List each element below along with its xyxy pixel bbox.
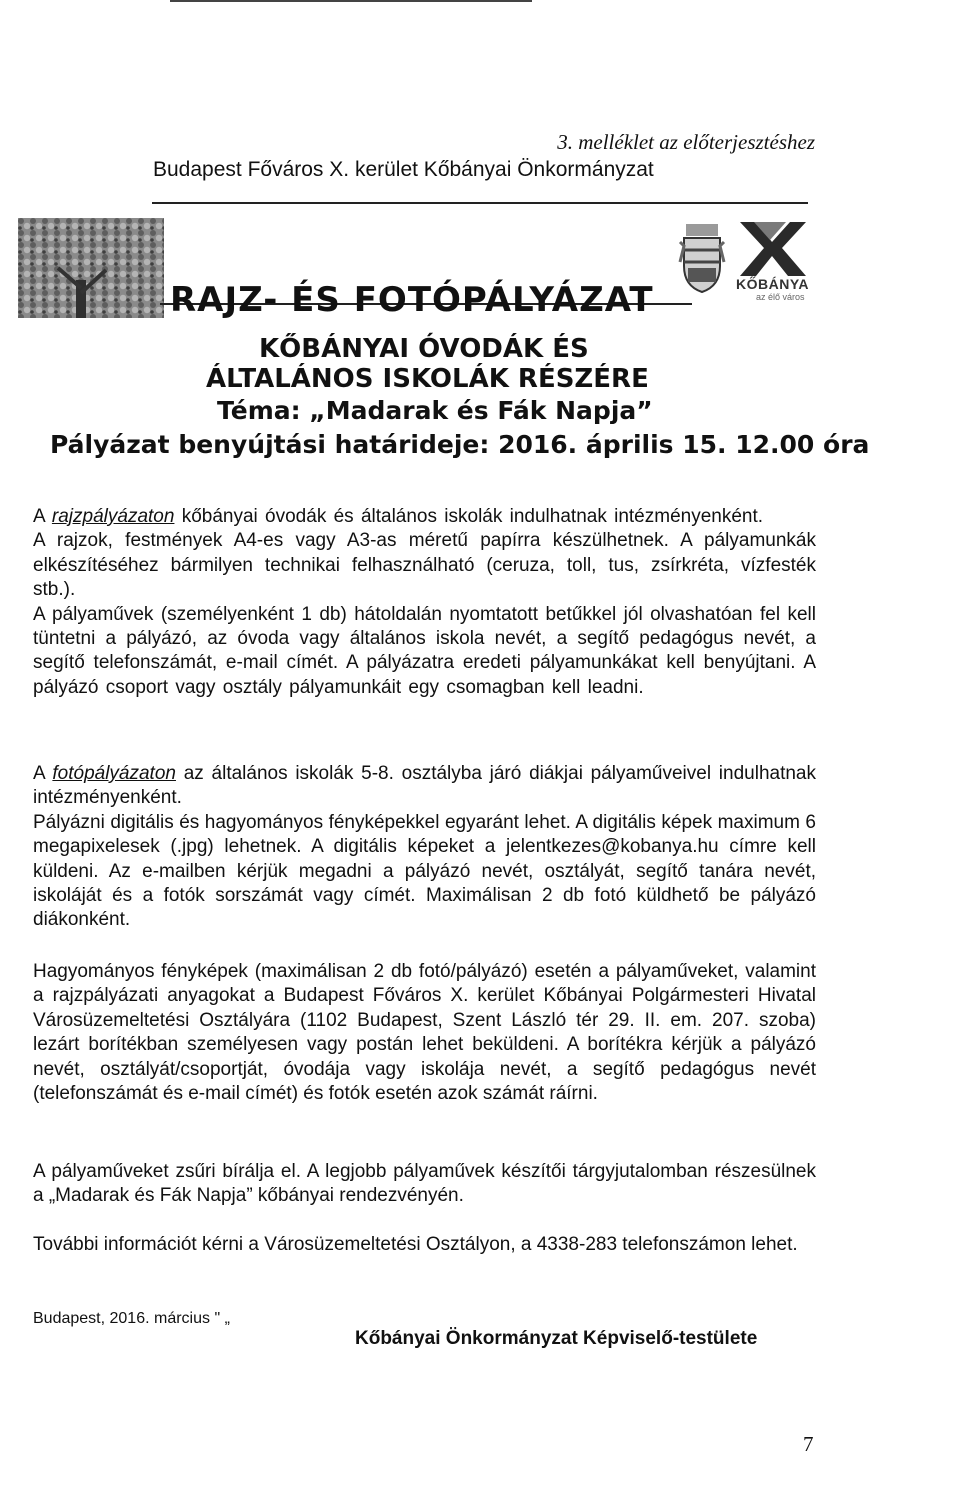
drawing-intro-rest: kőbányai óvodák és általános iskolák indulhatnak intézményenként.: [181, 506, 764, 527]
main-title: RAJZ- ÉS FOTÓPÁLYÁZAT: [170, 280, 654, 320]
photo-contest-link: fotópályázaton: [52, 763, 176, 784]
photo-details: Pályázni digitális és hagyományos fényképekkel egyaránt lehet. A digitális képek maximum 6 megapixelesek (.jpg) lehetnek. A digitális képeket a jelentkezes@kobanya.hu címre kell küldeni. Az e-mailben kérjük megadni a pályázó nevét, osztályát, segítő tanára nevét, iskoláját és a fotók sorszámát vagy címét. Maximálisan 2 db fotó küldhető be pályázó diákonként.: [33, 811, 816, 931]
subtitle-line-2: ÁLTALÁNOS ISKOLÁK RÉSZÉRE: [206, 364, 649, 394]
photo-intro-rest: az általános iskolák 5-8. osztályba járó diákjai pályaműveivel indulhatnak intézményenként.: [33, 763, 816, 809]
drawing-contest-section: [33, 505, 816, 700]
kobanya-logo-icon: [734, 220, 812, 278]
drawing-contest-link: rajzpályázaton: [51, 506, 175, 527]
drawing-contest-intro: [33, 505, 816, 529]
logo-tagline: az élő város: [756, 292, 805, 302]
photo-contest-intro: [33, 762, 816, 811]
page-number: 7: [803, 1432, 814, 1456]
signature: Kőbányai Önkormányzat Képviselő-testülete: [355, 1328, 758, 1349]
theme-line: Téma: „Madarak és Fák Napja”: [217, 396, 653, 425]
drawing-lead: A: [33, 506, 45, 527]
postal-submission-paragraph: Hagyományos fényképek (maximálisan 2 db fotó/pályázó) esetén a pályaműveket, valamint a rajzpályázati anyagokat a Budapest Főváros X. kerület Kőbányai Polgármesteri Hivatal Városüzemeltetési Osztályára (1102 Budapest, Szent László tér 29. II. em. 207. szoba) lezárt borítékban személyesen vagy postán lehet beküldeni. A borítékra kérjük a pályázó nevét, osztályát/csoportját, óvodája vagy iskolája nevét, a segítő pedagógus nevét (telefonszámát és e-mail címét) és fotók esetén azok számát ráírni.: [33, 961, 816, 1105]
drawing-submission: A pályaművek (személyenként 1 db) hátoldalán nyomtatott betűkkel jól olvashatóan fel kell tüntetni a pályázó, az óvoda vagy általános iskola nevét, a segítő pedagógus nevét, a segítő telefonszámát, e-mail címét. A pályázatra eredeti pályamunkákat kell benyújtani. A pályázó csoport vagy osztály pályamunkáit egy csomagban kell leadni.: [33, 603, 816, 698]
photo-lead: A: [33, 763, 45, 784]
drawing-formats: A rajzok, festmények A4-es vagy A3-as méretű papírra készülhetnek. A pályamunkák elkészítéséhez bármilyen technikai felhasználható (ceruza, toll, tus, zsírkréta, vízfesték stb.).: [33, 530, 816, 601]
header-divider: [152, 202, 808, 204]
date-line: Budapest, 2016. március " „: [33, 1310, 230, 1327]
issuer-name: Budapest Főváros X. kerület Kőbányai Önkormányzat: [153, 158, 654, 181]
subtitle-line-1: KŐBÁNYAI ÓVODÁK ÉS: [259, 334, 589, 364]
jury-paragraph: A pályaműveket zsűri bírálja el. A legjobb pályaművek készítői tárgyjutalomban részesülnek a „Madarak és Fák Napja” kőbányai rendezvényén.: [33, 1161, 816, 1207]
coat-of-arms-icon: [678, 222, 726, 294]
info-paragraph: További információt kérni a Városüzemeltetési Osztályon, a 4338-283 telefonszámon lehet.: [33, 1234, 798, 1255]
photo-contest-section: [33, 762, 816, 933]
logo-wordmark: KŐBÁNYA: [736, 276, 809, 292]
tree-illustration: [18, 218, 164, 318]
deadline-line: Pályázat benyújtási határideje: 2016. április 15. 12.00 óra: [50, 430, 870, 459]
top-rule: [170, 0, 532, 2]
annex-note: 3. melléklet az előterjesztéshez: [557, 130, 815, 154]
